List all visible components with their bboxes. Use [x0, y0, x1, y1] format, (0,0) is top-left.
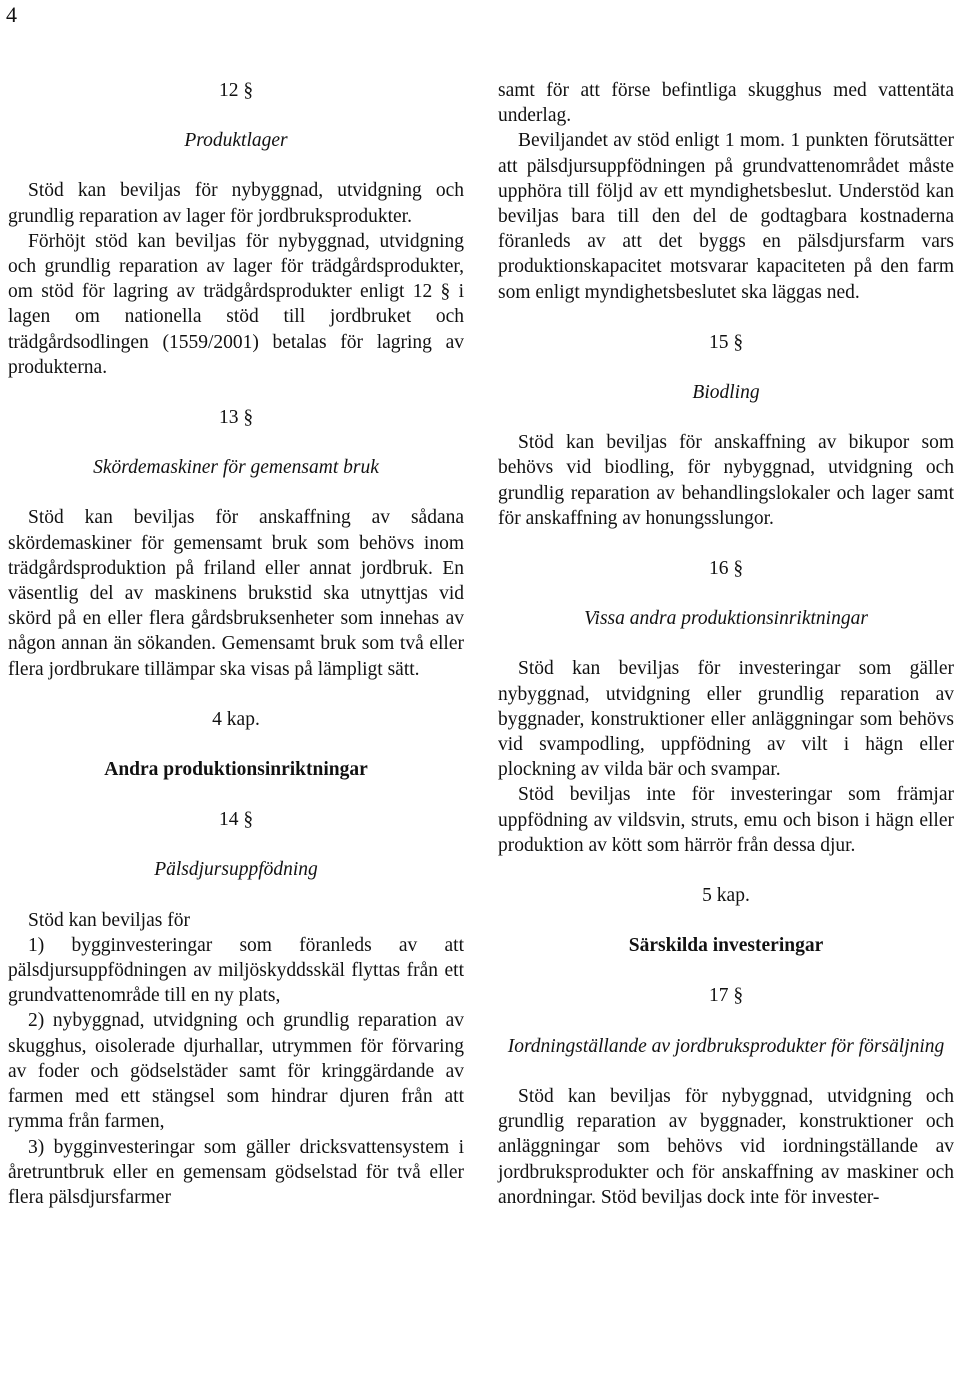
- chapter-4-number: 4 kap.: [212, 708, 260, 730]
- section-17-paragraph-1: Stöd kan beviljas för nybyggnad, utvidgning och grundlig reparation av byggnader, konstruktioner och anläggningar som behövs vid iordningställande av jordbruksprodukter och för anskaffning av maskiner och anordningar. Stöd beviljas dock inte för invester-: [498, 1085, 954, 1208]
- section-17-title: Iordningställande av jordbruksprodukter för försäljning: [507, 1035, 945, 1057]
- section-15-number: 15 §: [708, 331, 744, 353]
- chapter-5-title: Särskilda investeringar: [628, 935, 824, 957]
- section-16-number: 16 §: [708, 558, 744, 580]
- section-13-paragraph-1: Stöd kan beviljas för anskaffning av sådana skördemaskiner för gemensamt bruk som behövs inom trädgårdsproduktion på friland eller annat jordbruk. En väsentlig del av maskinens brukstid ska utnyttjas vid skörd på en eller flera gårdsbruksenheter som innehas av någon annan än sökanden. Gemensamt bruk som två eller flera jordbrukare tillämpar ska visas på lämpligt sätt.: [8, 507, 464, 680]
- section-14-item-3: 3) bygginvesteringar som gäller dricksvattensystem i åretruntbruk eller en gemensam gödselstad för två eller flera pälsdjursfarmer: [8, 1136, 464, 1208]
- section-15-title: Biodling: [692, 382, 760, 404]
- section-16-paragraph-2: Stöd beviljas inte för investeringar som främjar uppfödning av vildsvin, struts, emu och bison i hägn eller produktion av kött som härrör från dessa djur.: [498, 784, 954, 856]
- section-15-paragraph-1: Stöd kan beviljas för anskaffning av bikupor som behövs vid biodling, för nybyggnad, utvidgning och grundlig reparation av behandlingslokaler och lager samt för anskaffning av honungsslungor.: [498, 432, 954, 529]
- chapter-5-number: 5 kap.: [702, 885, 750, 907]
- left-column: [8, 78, 464, 1210]
- section-14-item-2: 2) nybyggnad, utvidgning och grundlig reparation av skugghus, oisolerade djurhallar, utrymmen för förvaring av foder och gödselstäder samt för kringgärdande av farmen med ett stängsel som hindrar djuren från att rymma från farmen,: [8, 1010, 464, 1133]
- section-13-number: 13 §: [218, 407, 254, 429]
- section-12-title: Produktlager: [184, 130, 288, 152]
- section-12-paragraph-1: Stöd kan beviljas för nybyggnad, utvidgning och grundlig reparation av lager för jordbruksprodukter.: [8, 180, 464, 227]
- section-16-paragraph-1: Stöd kan beviljas för investeringar som gäller nybyggnad, utvidgning eller grundlig reparation av byggnader, konstruktioner eller anläggningar som behövs vid svampodling, uppfödning av vilt i hägn eller plockning av vilda bär och svampar.: [498, 658, 954, 781]
- section-14-intro: Stöd kan beviljas för: [28, 909, 190, 931]
- section-16-title: Vissa andra produktionsinriktningar: [584, 608, 868, 630]
- chapter-4-title: Andra produktionsinriktningar: [104, 759, 368, 781]
- page-number: 4: [6, 2, 17, 27]
- section-14-item-1: 1) bygginvesteringar som föranleds av att pälsdjursuppfödningen av miljöskyddsskäl flyttas från ett grundvattenområde till en ny plats,: [8, 934, 464, 1007]
- section-14-continuation: samt för att förse befintliga skugghus med vattentäta underlag.: [498, 80, 954, 127]
- section-17-number: 17 §: [708, 985, 744, 1007]
- section-14-number: 14 §: [218, 809, 254, 831]
- right-column: [498, 78, 954, 1210]
- section-14-title: Pälsdjursuppfödning: [154, 859, 318, 881]
- section-12-number: 12 §: [218, 80, 254, 101]
- section-13-title: Skördemaskiner för gemensamt bruk: [93, 457, 379, 479]
- section-14-paragraph-2: Beviljandet av stöd enligt 1 mom. 1 punkten förutsätter att pälsdjursuppfödningen på grundvattenområdet måste upphöra till följd av ett myndighetsbeslut. Understöd kan beviljas bara till den del de godtagbara kostnaderna föranleds av att det byggs en pälsdjursfarm vars produktionskapacitet motsvarar kapaciteten på den farm som enligt myndighetsbeslutet ska läggas ned.: [498, 130, 954, 303]
- section-12-paragraph-2: Förhöjt stöd kan beviljas för nybyggnad, utvidgning och grundlig reparation av lager för trädgårdsprodukter, om stöd för lagring av trädgårdsprodukter enligt 12 § i lagen om nationella stöd till jordbruket och trädgårdsodlingen (1559/2001) betalas för lagring av produkterna.: [8, 230, 464, 378]
